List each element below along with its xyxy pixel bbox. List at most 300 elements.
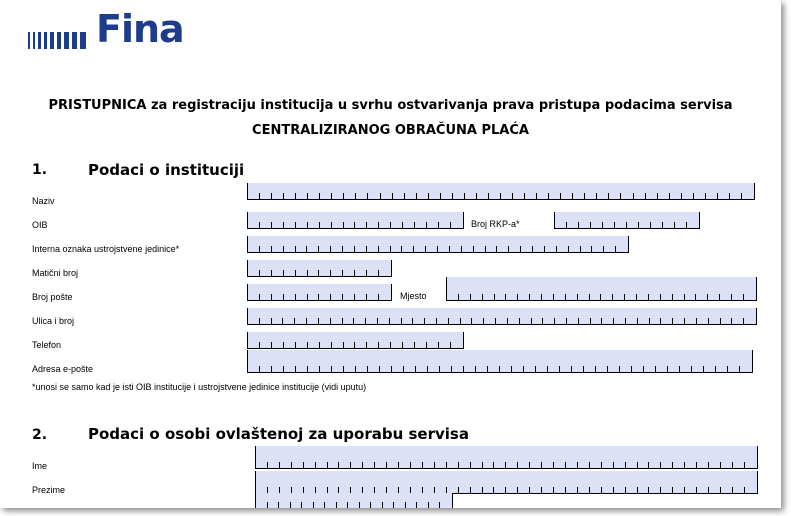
char-cell	[484, 308, 496, 324]
char-cell	[296, 260, 308, 276]
char-cell	[592, 236, 604, 252]
char-cell	[344, 183, 356, 199]
char-cell	[542, 446, 554, 468]
char-cell	[307, 236, 319, 252]
char-cell	[673, 277, 685, 300]
char-cell	[694, 183, 706, 199]
char-cell	[260, 183, 272, 199]
char-cell	[441, 183, 453, 199]
char-cell	[383, 493, 395, 508]
char-cell	[304, 446, 316, 468]
char-cell	[483, 277, 495, 300]
char-cell	[272, 260, 284, 276]
char-cell	[296, 284, 308, 300]
char-cell	[308, 332, 320, 348]
char-cell	[331, 236, 343, 252]
char-cell	[440, 493, 452, 508]
char-cell	[557, 236, 569, 252]
char-cell	[439, 212, 451, 228]
char-cell	[646, 183, 658, 199]
broj-poste-label: Broj pošte	[32, 292, 73, 302]
char-cell	[697, 308, 709, 324]
char-cell	[496, 308, 508, 324]
char-cell	[417, 183, 429, 199]
char-cell	[471, 446, 483, 468]
char-cell	[518, 471, 530, 493]
next-field-partial[interactable]	[255, 493, 453, 508]
char-cell	[343, 260, 355, 276]
char-cell	[319, 236, 331, 252]
char-cell	[668, 350, 680, 372]
char-cell	[387, 446, 399, 468]
char-cell	[626, 308, 638, 324]
char-cell	[296, 332, 308, 348]
char-cell	[554, 277, 566, 300]
char-cell	[651, 212, 663, 228]
char-cell	[584, 350, 596, 372]
char-cell	[548, 350, 560, 372]
char-cell	[501, 183, 513, 199]
char-cell	[591, 308, 603, 324]
broj-rkp-field[interactable]	[554, 212, 700, 229]
char-cell	[415, 212, 427, 228]
char-cell	[459, 277, 471, 300]
char-cell	[402, 308, 414, 324]
form-title-line2: CENTRALIZIRANOG OBRAČUNA PLAĆA	[252, 123, 529, 138]
char-cell	[596, 350, 608, 372]
char-cell	[650, 308, 662, 324]
char-cell	[256, 471, 268, 493]
mjesto-label: Mjesto	[400, 291, 427, 301]
char-cell	[687, 212, 699, 228]
char-cell	[697, 446, 709, 468]
ulica-field[interactable]	[247, 308, 757, 325]
char-cell	[728, 350, 740, 372]
char-cell	[355, 332, 367, 348]
char-cell	[367, 236, 379, 252]
char-cell	[742, 183, 754, 199]
char-cell	[685, 277, 697, 300]
char-cell	[621, 183, 633, 199]
char-cell	[325, 493, 337, 508]
char-cell	[649, 446, 661, 468]
char-cell	[256, 493, 268, 508]
char-cell	[447, 277, 459, 300]
char-cell	[718, 183, 730, 199]
char-cell	[613, 277, 625, 300]
char-cell	[355, 236, 367, 252]
char-cell	[567, 308, 579, 324]
char-cell	[449, 308, 461, 324]
char-cell	[709, 308, 721, 324]
char-cell	[555, 308, 567, 324]
char-cell	[375, 446, 387, 468]
char-cell	[530, 471, 542, 493]
char-cell	[476, 350, 488, 372]
broj-rkp-label: Broj RKP-a*	[471, 219, 520, 229]
char-cell	[602, 308, 614, 324]
char-cell	[530, 277, 542, 300]
char-cell	[451, 332, 463, 348]
char-cell	[344, 212, 356, 228]
char-cell	[506, 471, 518, 493]
char-cell	[307, 308, 319, 324]
char-cell	[494, 446, 506, 468]
naziv-field[interactable]	[247, 183, 755, 200]
char-cell	[402, 236, 414, 252]
char-cell	[355, 260, 367, 276]
char-cell	[500, 350, 512, 372]
char-cell	[569, 236, 581, 252]
char-cell	[578, 471, 590, 493]
char-cell	[367, 332, 379, 348]
char-cell	[337, 493, 349, 508]
char-cell	[447, 471, 459, 493]
char-cell	[378, 308, 390, 324]
char-cell	[692, 350, 704, 372]
char-cell	[721, 471, 733, 493]
char-cell	[471, 277, 483, 300]
char-cell	[509, 236, 521, 252]
char-cell	[608, 350, 620, 372]
char-cell	[248, 284, 260, 300]
char-cell	[319, 260, 331, 276]
char-cell	[513, 183, 525, 199]
char-cell	[543, 308, 555, 324]
char-cell	[415, 332, 427, 348]
char-cell	[471, 471, 483, 493]
prezime-field[interactable]	[255, 471, 758, 494]
maticni-broj-label: Matični broj	[32, 268, 79, 278]
char-cell	[489, 183, 501, 199]
char-cell	[649, 471, 661, 493]
char-cell	[284, 284, 296, 300]
char-cell	[314, 493, 326, 508]
char-cell	[483, 446, 495, 468]
char-cell	[533, 236, 545, 252]
char-cell	[248, 350, 260, 372]
footnote: *unosi se samo kad je isti OIB institucije i ustrojstvene jedinice institucije (vidi uputu)	[32, 382, 367, 392]
char-cell	[280, 446, 292, 468]
char-cell	[602, 471, 614, 493]
char-cell	[260, 350, 272, 372]
char-cell	[308, 284, 320, 300]
char-cell	[585, 183, 597, 199]
char-cell	[590, 277, 602, 300]
char-cell	[745, 446, 757, 468]
telefon-field[interactable]	[247, 332, 464, 349]
logo-wordmark: Fina	[96, 7, 184, 51]
char-cell	[248, 308, 260, 324]
char-cell	[316, 446, 328, 468]
char-cell	[634, 183, 646, 199]
char-cell	[627, 212, 639, 228]
char-cell	[390, 308, 402, 324]
char-cell	[658, 183, 670, 199]
char-cell	[404, 350, 416, 372]
char-cell	[339, 446, 351, 468]
char-cell	[391, 236, 403, 252]
char-cell	[260, 332, 272, 348]
char-cell	[331, 308, 343, 324]
char-cell	[256, 446, 268, 468]
char-cell	[292, 471, 304, 493]
char-cell	[506, 277, 518, 300]
char-cell	[368, 350, 380, 372]
char-cell	[360, 493, 372, 508]
char-cell	[260, 308, 272, 324]
ime-field[interactable]	[255, 446, 758, 469]
char-cell	[709, 471, 721, 493]
char-cell	[675, 212, 687, 228]
char-cell	[497, 236, 509, 252]
char-cell	[427, 332, 439, 348]
char-cell	[604, 236, 616, 252]
char-cell	[291, 493, 303, 508]
char-cell	[413, 308, 425, 324]
char-cell	[483, 471, 495, 493]
char-cell	[366, 308, 378, 324]
char-cell	[428, 350, 440, 372]
char-cell	[609, 183, 621, 199]
char-cell	[639, 212, 651, 228]
char-cell	[439, 332, 451, 348]
char-cell	[272, 350, 284, 372]
char-cell	[399, 446, 411, 468]
char-cell	[268, 446, 280, 468]
interna-oznaka-label: Interna oznaka ustrojstvene jedinice*	[32, 244, 180, 254]
char-cell	[308, 212, 320, 228]
char-cell	[355, 212, 367, 228]
char-cell	[453, 183, 465, 199]
char-cell	[462, 236, 474, 252]
char-cell	[328, 471, 340, 493]
char-cell	[260, 260, 272, 276]
char-cell	[268, 471, 280, 493]
char-cell	[450, 236, 462, 252]
char-cell	[614, 308, 626, 324]
char-cell	[268, 493, 280, 508]
char-cell	[248, 236, 260, 252]
char-cell	[356, 350, 368, 372]
char-cell	[461, 308, 473, 324]
char-cell	[292, 446, 304, 468]
char-cell	[656, 350, 668, 372]
char-cell	[721, 446, 733, 468]
char-cell	[704, 350, 716, 372]
char-cell	[380, 350, 392, 372]
char-cell	[477, 183, 489, 199]
telefon-label: Telefon	[32, 340, 62, 350]
char-cell	[284, 183, 296, 199]
char-cell	[332, 183, 344, 199]
char-cell	[545, 236, 557, 252]
char-cell	[272, 236, 284, 252]
char-cell	[411, 471, 423, 493]
char-cell	[391, 212, 403, 228]
char-cell	[375, 471, 387, 493]
char-cell	[414, 236, 426, 252]
char-cell	[614, 471, 626, 493]
char-cell	[566, 446, 578, 468]
char-cell	[406, 493, 418, 508]
char-cell	[602, 446, 614, 468]
char-cell	[464, 350, 476, 372]
broj-poste-field[interactable]	[247, 284, 392, 301]
char-cell	[465, 183, 477, 199]
char-cell	[732, 308, 744, 324]
char-cell	[425, 308, 437, 324]
char-cell	[601, 277, 613, 300]
char-cell	[661, 446, 673, 468]
char-cell	[590, 471, 602, 493]
char-cell	[673, 308, 685, 324]
char-cell	[542, 471, 554, 493]
char-cell	[332, 212, 344, 228]
char-cell	[682, 183, 694, 199]
char-cell	[391, 332, 403, 348]
char-cell	[371, 493, 383, 508]
char-cell	[474, 236, 486, 252]
prezime-label: Prezime	[32, 485, 66, 495]
char-cell	[339, 471, 351, 493]
char-cell	[567, 212, 579, 228]
maticni-broj-field[interactable]	[247, 260, 392, 277]
char-cell	[663, 212, 675, 228]
char-cell	[423, 446, 435, 468]
char-cell	[319, 284, 331, 300]
char-cell	[644, 350, 656, 372]
char-cell	[518, 446, 530, 468]
char-cell	[435, 471, 447, 493]
section2-number: 2.	[32, 427, 48, 443]
char-cell	[696, 277, 708, 300]
char-cell	[554, 446, 566, 468]
char-cell	[603, 212, 615, 228]
char-cell	[578, 446, 590, 468]
section2-title: Podaci o osobi ovlaštenoj za uporabu servisa	[88, 425, 469, 443]
char-cell	[343, 308, 355, 324]
char-cell	[720, 277, 732, 300]
mjesto-field[interactable]	[446, 277, 757, 301]
char-cell	[331, 284, 343, 300]
char-cell	[637, 277, 649, 300]
char-cell	[367, 260, 379, 276]
char-cell	[272, 284, 284, 300]
ime-label: Ime	[32, 461, 48, 471]
char-cell	[280, 471, 292, 493]
char-cell	[625, 277, 637, 300]
char-cell	[532, 308, 544, 324]
char-cell	[343, 236, 355, 252]
adresa-eposte-label: Adresa e-pošte	[32, 364, 94, 374]
char-cell	[284, 236, 296, 252]
char-cell	[356, 183, 368, 199]
char-cell	[367, 284, 379, 300]
char-cell	[260, 236, 272, 252]
char-cell	[423, 471, 435, 493]
char-cell	[508, 308, 520, 324]
char-cell	[379, 212, 391, 228]
char-cell	[512, 350, 524, 372]
char-cell	[379, 260, 391, 276]
char-cell	[706, 183, 718, 199]
char-cell	[488, 350, 500, 372]
char-cell	[740, 350, 752, 372]
oib-field[interactable]	[247, 212, 464, 229]
naziv-label: Naziv	[32, 196, 55, 206]
char-cell	[716, 350, 728, 372]
char-cell	[459, 471, 471, 493]
char-cell	[344, 350, 356, 372]
char-cell	[555, 212, 567, 228]
char-cell	[561, 183, 573, 199]
char-cell	[632, 350, 644, 372]
adresa-eposte-field[interactable]	[247, 350, 753, 373]
char-cell	[697, 471, 709, 493]
char-cell	[284, 260, 296, 276]
char-cell	[308, 183, 320, 199]
char-cell	[661, 308, 673, 324]
char-cell	[320, 183, 332, 199]
char-cell	[709, 446, 721, 468]
char-cell	[379, 332, 391, 348]
char-cell	[520, 308, 532, 324]
char-cell	[272, 183, 284, 199]
char-cell	[495, 277, 507, 300]
char-cell	[394, 493, 406, 508]
char-cell	[367, 212, 379, 228]
interna-oznaka-field[interactable]	[247, 236, 629, 253]
char-cell	[437, 308, 449, 324]
char-cell	[626, 471, 638, 493]
char-cell	[685, 446, 697, 468]
char-cell	[581, 236, 593, 252]
char-cell	[744, 277, 756, 300]
char-cell	[685, 308, 697, 324]
char-cell	[331, 260, 343, 276]
char-cell	[452, 350, 464, 372]
char-cell	[560, 350, 572, 372]
char-cell	[745, 471, 757, 493]
char-cell	[615, 212, 627, 228]
char-cell	[260, 284, 272, 300]
char-cell	[320, 350, 332, 372]
char-cell	[308, 260, 320, 276]
char-cell	[572, 350, 584, 372]
ulica-label: Ulica i broj	[32, 316, 75, 326]
char-cell	[459, 446, 471, 468]
char-cell	[591, 212, 603, 228]
char-cell	[573, 183, 585, 199]
char-cell	[320, 212, 332, 228]
char-cell	[614, 446, 626, 468]
char-cell	[284, 332, 296, 348]
char-cell	[472, 308, 484, 324]
char-cell	[661, 471, 673, 493]
char-cell	[411, 446, 423, 468]
char-cell	[272, 212, 284, 228]
char-cell	[590, 446, 602, 468]
char-cell	[308, 350, 320, 372]
char-cell	[302, 493, 314, 508]
char-cell	[248, 183, 260, 199]
char-cell	[368, 183, 380, 199]
char-cell	[417, 493, 429, 508]
char-cell	[708, 277, 720, 300]
char-cell	[272, 332, 284, 348]
char-cell	[733, 471, 745, 493]
